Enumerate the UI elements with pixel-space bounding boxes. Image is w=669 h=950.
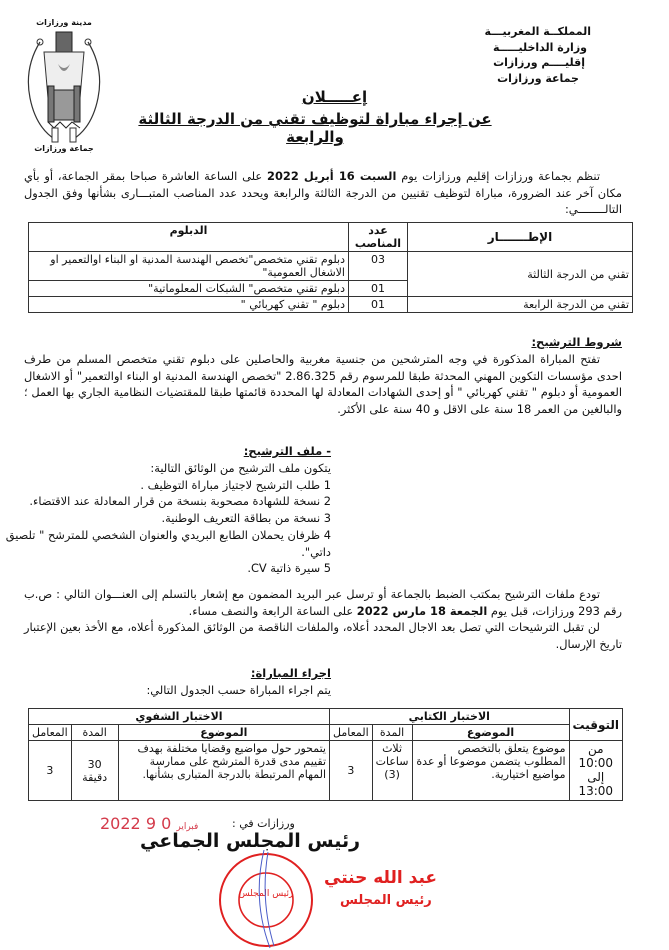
file-heading: - ملف الترشيح: <box>243 444 331 458</box>
title-text: إعـــــلان <box>301 88 368 106</box>
oral-coef-header: المعامل <box>29 725 72 741</box>
table-header-row <box>29 223 633 252</box>
list-item: 5 سيرة ذاتية CV. <box>247 561 331 576</box>
logo-top-text: مدينة ورزازات <box>36 18 92 27</box>
signatory-title: رئيس المجلس الجماعي <box>140 830 361 852</box>
header-timing: التوقيت <box>569 709 623 741</box>
conditions-text: تفتح المباراة المذكورة في وجه المترشحين من جنسية مغربية والحاصلين على دبلوم تقني متخصص المسلم من طرف احدى مؤسسات التكوين المهني المحدثة طبقا للمرسوم رقم 2.86.325 "تخصص الهندسة المدنية او البناء اوالتعمير" أو الاشغال العمومية أو دبلوم " تقني كهربائي " أو إحدى الشهادات المعادلة لها المحددة قائمتها طبقا للمقتضيات النظامية الجاري بها العمل ؛ والبالغين من العمر 18 سنة على الاقل و 40 سنة على الأكثر. <box>24 352 622 416</box>
announcement-subtitle <box>115 110 515 146</box>
diploma-cell: دبلوم " تقني كهربائي " <box>29 297 349 313</box>
header-count: عدد المناصب <box>349 223 408 252</box>
timing-cell: من 10:00 إلى 13:00 <box>569 741 623 801</box>
header-frame: الإطـــــــار <box>408 223 633 252</box>
intro-text: تنظم بجماعة ورزازات إقليم ورزازات يوم <box>396 169 600 183</box>
exam-schedule-table <box>28 708 623 801</box>
table-header-row <box>29 709 623 725</box>
header-diploma: الدبلوم <box>29 223 349 252</box>
positions-table <box>28 222 633 313</box>
list-item: 1 طلب الترشيح لاجتياز مباراة التوظيف . <box>140 477 331 492</box>
stamp-center-text: رئيس المجلس <box>238 889 294 899</box>
diploma-cell: دبلوم تقني متخصص"تخصص الهندسة المدنية او البناء اوالتعمير او الاشغال العمومية" <box>29 252 349 281</box>
submission-paragraph <box>24 586 622 652</box>
oral-coef-cell: 3 <box>29 741 72 801</box>
header-line: جماعة ورزازات <box>497 71 579 85</box>
written-duration-cell: ثلاث ساعات (3) <box>372 741 412 801</box>
header-line: المملكــة المغربيـــة <box>484 25 591 38</box>
subtitle-text: عن إجراء مباراة لتوظيف تقني من الدرجة الثالثة والرابعة <box>138 110 492 146</box>
official-stamp-icon <box>212 850 320 950</box>
submission-note: لن تقبل الترشيحات التي تصل بعد الاجال المحدد أعلاه، والملفات الناقصة من الوثائق المذكورة أعلاه، مع الأخذ بعين الإعتبار تاريخ الإرسال. <box>24 620 622 651</box>
intro-paragraph <box>24 168 622 218</box>
diploma-cell: دبلوم تقني متخصص" الشبكات المعلوماتية" <box>29 281 349 297</box>
intro-text-cont: على الساعة العاشرة صباحا بمقر الجماعة، أو بأي مكان آخر عند الضرورة، مباراة لتوظيف تقنيين من الدرجة الثالثة والرابعة ويحدد عدد المناصب المتبـــارى بشأنها وفق الجدول التالــــــــي: <box>24 169 622 216</box>
written-subject-cell: موضوع يتعلق بالتخصص المطلوب يتضمن موضوعا أو عدة مواضيع اختيارية. <box>412 741 569 801</box>
submission-text-cont: على الساعة الرابعة والنصف مساء. <box>188 603 357 618</box>
signatory-role: رئيس المجلس <box>340 893 432 908</box>
conditions-heading: شروط الترشيح: <box>531 335 622 349</box>
written-coef-cell: 3 <box>330 741 373 801</box>
logo-bottom-text: جماعة ورزازات <box>34 144 94 153</box>
table-subheader-row <box>29 725 623 741</box>
count-cell: 01 <box>349 297 408 313</box>
oral-duration-cell: 30 دقيقة <box>71 741 118 801</box>
header-written: الاختبار الكتابي <box>330 709 570 725</box>
written-coef-header: المعامل <box>330 725 373 741</box>
exam-intro: يتم اجراء المباراة حسب الجدول التالي: <box>146 683 331 697</box>
count-cell: 01 <box>349 281 408 297</box>
table-row <box>29 741 623 801</box>
file-intro: يتكون ملف الترشيح من الوثائق التالية: <box>150 461 331 475</box>
contest-date: السبت 16 أبريل 2022 <box>267 169 397 183</box>
oral-subject-cell: يتمحور حول مواضيع وقضايا مختلفة بهدف تقييم مدى قدرة المترشح على ممارسة المهام المرتبطة بالدرجة المتبارى بشأنها. <box>118 741 329 801</box>
file-documents-list <box>0 460 331 577</box>
date-year: 2022 <box>100 814 141 833</box>
list-item: 4 ظرفان يحملان الطابع البريدي والعنوان الشخصي للمترشح " تلصيق داتي". <box>5 527 331 559</box>
signatory-name: عبد الله حنتي <box>324 868 437 888</box>
announcement-title <box>0 88 669 106</box>
date-month: فبراير <box>176 822 199 832</box>
list-item: 3 نسخة من بطاقة التعريف الوطنية. <box>161 511 331 526</box>
header-oral: الاختبار الشفوي <box>29 709 330 725</box>
header-line: إقليــــم ورزازات <box>493 56 585 69</box>
submission-text: تودع ملفات الترشيح بمكتب الضبط بالجماعة أو ترسل عبر البريد المضمون مع إشعار بالتسلم إلى العنـــوان التالي : ص.ب رقم 293 ورزازات، قبل يوم <box>24 587 622 618</box>
frame-cell: تقني من الدرجة الرابعة <box>408 297 633 313</box>
written-duration-header: المدة <box>372 725 412 741</box>
table-row <box>29 297 633 313</box>
table-row <box>29 252 633 281</box>
exam-heading: اجراء المباراة: <box>250 666 331 680</box>
issuer-header <box>485 24 591 86</box>
submission-deadline: الجمعة 18 مارس 2022 <box>356 603 488 618</box>
oral-duration-header: المدة <box>71 725 118 741</box>
oral-subject-header: الموضوع <box>118 725 329 741</box>
frame-cell: تقني من الدرجة الثالثة <box>408 252 633 297</box>
date-day: 0 9 <box>145 814 172 833</box>
count-cell: 03 <box>349 252 408 281</box>
list-item: 2 نسخة للشهادة مصحوبة بنسخة من قرار المعادلة عند الاقتضاء. <box>29 494 331 509</box>
conditions-paragraph <box>24 351 622 417</box>
header-line: وزارة الداخليـــــة <box>493 40 587 54</box>
written-subject-header: الموضوع <box>412 725 569 741</box>
signature-place: ورزازات في : <box>232 817 295 830</box>
